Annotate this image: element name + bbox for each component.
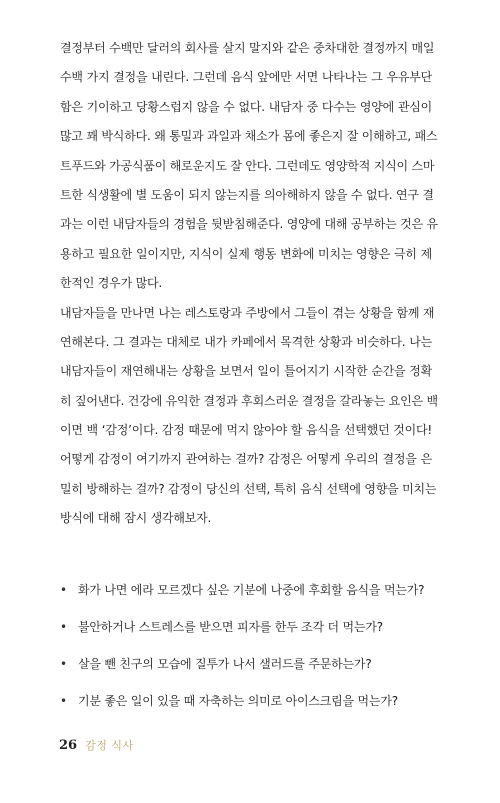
list-item (60, 646, 440, 683)
body-text (60, 34, 438, 534)
text-line: 히 짚어낸다. 건강에 유익한 결정과 후회스러운 결정을 갈라놓는 요인은 백 (60, 393, 438, 408)
text-line: 한적인 경우가 많다. (60, 276, 162, 291)
list-item-text: 기분 좋은 일이 있을 때 자축하는 의미로 아이스크림을 먹는가? (78, 694, 398, 708)
page-footer (59, 734, 134, 754)
list-item-text: 화가 나면 에라 모르겠다 싶은 기분에 나중에 후회할 음식을 먹는가? (78, 583, 425, 597)
bullet-icon: • (60, 694, 67, 708)
list-item (60, 572, 440, 609)
list-item-text: 불안하거나 스트레스를 받으면 피자를 한두 조각 더 먹는가? (78, 620, 383, 634)
list-item-text: 살을 뺀 친구의 모습에 질투가 나서 샐러드를 주문하는가? (78, 657, 372, 671)
text-line: 결정부터 수백만 달러의 회사를 살지 말지와 같은 중차대한 결정까지 매일 (60, 41, 435, 55)
text-line: 과는 이런 내담자들의 경험을 뒷받침해준다. 영양에 대해 공부하는 것은 유 (60, 217, 438, 232)
text-line: 함은 기이하고 당황스럽지 않을 수 없다. 내담자 중 다수는 영양에 관심이 (60, 99, 432, 114)
paragraph (60, 34, 438, 299)
bullet-icon: • (60, 657, 67, 671)
text-line: 내담자들이 재연해내는 상황을 보면서 일이 틀어지기 시작한 순간을 정확 (60, 364, 432, 379)
text-line: 어떻게 감정이 여기까지 관여하는 걸까? 감정은 어떻게 우리의 결정을 은 (60, 452, 432, 467)
text-line: 트푸드와 가공식품이 해로운지도 잘 안다. 그런데도 영양학적 지식이 스마 (60, 158, 435, 173)
running-title: 감정 식사 (85, 739, 134, 752)
text-line: 이면 백 ‘감정’이다. 감정 때문에 먹지 않아야 할 음식을 선택했던 것이다! (60, 423, 432, 438)
text-line: 많고 꽤 박식하다. 왜 통밀과 과일과 채소가 몸에 좋은지 잘 이해하고, 패스 (60, 129, 438, 144)
text-line: 방식에 대해 잠시 생각해보자. (60, 511, 212, 526)
list-item (60, 683, 440, 720)
text-line: 수백 가지 결정을 내린다. 그런데 음식 앞에만 서면 나타나는 그 우유부단 (60, 70, 432, 85)
question-list (60, 572, 440, 720)
list-item (60, 609, 440, 646)
text-line: 트한 식생활에 별 도움이 되지 않는지를 의아해하지 않을 수 없다. 연구 결 (60, 187, 434, 202)
paragraph (60, 299, 438, 534)
bullet-icon: • (60, 583, 67, 597)
text-line: 내담자들을 만나면 나는 레스토랑과 주방에서 그들이 겪는 상황을 함께 재 (60, 305, 435, 320)
page-number: 26 (59, 738, 78, 753)
text-line: 밀히 방해하는 걸까? 감정이 당신의 선택, 특히 음식 선택에 영향을 미치는 (60, 481, 437, 496)
text-line: 연해본다. 그 결과는 대체로 내가 카페에서 목격한 상황과 비슷하다. 나는 (60, 334, 432, 349)
bullet-icon: • (60, 620, 67, 634)
text-line: 용하고 필요한 일이지만, 지식이 실제 행동 변화에 미치는 영향은 극히 제 (60, 246, 432, 261)
